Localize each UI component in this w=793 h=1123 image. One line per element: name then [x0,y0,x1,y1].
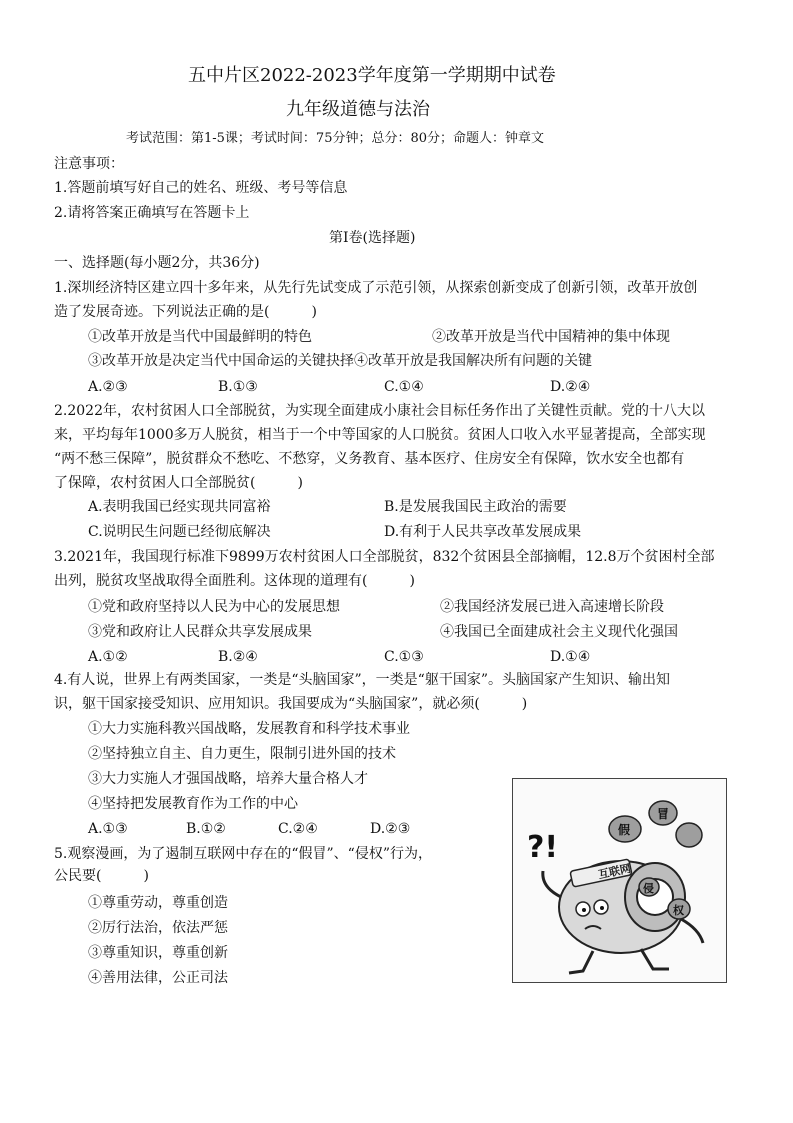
cartoon-illustration [512,778,727,983]
question-1-stem: 造了发展奇迹。下列说法正确的是( ) [54,304,317,320]
question-3-option-c[interactable]: C.①③ [384,649,424,665]
question-5-statement: ①尊重劳动，尊重创造 [88,895,228,911]
cartoon-exclamation: ?! [527,830,559,865]
question-2-stem: 2.2022年，农村贫困人口全部脱贫，为实现全面建成小康社会目标任务作出了关键性贡献。党的十八大以 [54,403,705,419]
note-item: 1.答题前填写好自己的姓名、班级、考号等信息 [54,180,348,196]
question-4-option-c[interactable]: C.②④ [278,821,318,837]
question-4-option-b[interactable]: B.①② [186,821,226,837]
question-3-statement: ④我国已全面建成社会主义现代化强国 [440,624,678,640]
section-title: 第Ⅰ卷(选择题) [329,230,416,246]
question-5-stem: 公民要( ) [54,868,149,884]
question-3-option-a[interactable]: A.①② [88,649,128,665]
question-4-option-a[interactable]: A.①③ [88,821,128,837]
question-4-option-d[interactable]: D.②③ [370,821,411,837]
question-2-option-b[interactable]: B.是发展我国民主政治的需要 [384,499,567,515]
question-1-option-c[interactable]: C.①④ [384,379,424,395]
question-3-statement: ③党和政府让人民群众共享发展成果 [88,624,312,640]
question-1-statement: ①改革开放是当代中国最鲜明的特色 [88,329,312,345]
question-4-statement: ②坚持独立自主、自力更生，限制引进外国的技术 [88,746,396,762]
question-4-statement: ④坚持把发展教育作为工作的中心 [88,796,298,812]
exam-title: 五中片区2022-2023学年度第一学期期中试卷 [188,65,556,86]
question-1-option-b[interactable]: B.①③ [218,379,258,395]
section-instruction: 一、选择题(每小题2分，共36分) [54,255,260,271]
question-2-stem: “两不愁三保障”，脱贫群众不愁吃、不愁穿，义务教育、基本医疗、住房安全有保障，饮水安全也都有 [54,451,685,467]
cartoon-label-counterfeit: 冒 [657,807,670,821]
question-1-statement: ③改革开放是决定当代中国命运的关键抉择④改革开放是我国解决所有问题的关键 [88,353,592,369]
question-2-option-d[interactable]: D.有利于人民共享改革发展成果 [384,524,582,540]
note-item: 2.请将答案正确填写在答题卡上 [54,205,250,221]
question-1-statement: ②改革开放是当代中国精神的集中体现 [432,329,670,345]
question-2-option-c[interactable]: C.说明民生问题已经彻底解决 [88,524,271,540]
question-5-statement: ④善用法律，公正司法 [88,970,228,986]
question-2-stem: 了保障，农村贫困人口全部脱贫( ) [54,475,303,491]
question-3-option-b[interactable]: B.②④ [218,649,258,665]
cartoon-label-infringe: 侵 [643,882,654,895]
question-3-option-d[interactable]: D.①④ [550,649,591,665]
cartoon-label-fake: 假 [618,823,631,837]
question-3-statement: ②我国经济发展已进入高速增长阶段 [440,599,664,615]
exam-subtitle: 九年级道德与法治 [286,99,430,120]
question-2-stem: 来，平均每年1000多万人脱贫，相当于一个中等国家的人口脱贫。贫困人口收入水平显著提高，全部实现 [54,427,706,443]
question-1-stem: 1.深圳经济特区建立四十多年来，从先行先试变成了示范引领，从探索创新变成了创新引领，改革开放创 [54,280,698,296]
exam-info: 考试范围：第1-5课；考试时间：75分钟；总分：80分；命题人：钟章文 [126,131,545,146]
question-5-stem: 5.观察漫画，为了遏制互联网中存在的“假冒”、“侵权”行为， [54,846,432,862]
question-4-statement: ③大力实施人才强国战略，培养大量合格人才 [88,771,368,787]
question-3-statement: ①党和政府坚持以人民为中心的发展思想 [88,599,340,615]
question-1-option-d[interactable]: D.②④ [550,379,591,395]
question-5-statement: ②厉行法治，依法严惩 [88,920,228,936]
notes-heading: 注意事项： [54,156,124,172]
question-4-statement: ①大力实施科教兴国战略，发展教育和科学技术事业 [88,721,410,737]
question-2-option-a[interactable]: A.表明我国已经实现共同富裕 [88,499,271,515]
question-4-stem: 4.有人说，世界上有两类国家，一类是“头脑国家”，一类是“躯干国家”。头脑国家产生知识、输出知 [54,672,670,688]
question-5-statement: ③尊重知识，尊重创新 [88,945,228,961]
cartoon-label-internet: 互联网 [597,862,633,882]
question-3-stem: 出列，脱贫攻坚战取得全面胜利。这体现的道理有( ) [54,573,415,589]
cartoon-drawing [513,779,726,982]
cartoon-label-right: 权 [673,904,684,917]
question-1-option-a[interactable]: A.②③ [88,379,128,395]
question-4-stem: 识，躯干国家接受知识、应用知识。我国要成为“头脑国家”，就必须( ) [54,696,528,712]
question-3-stem: 3.2021年，我国现行标准下9899万农村贫困人口全部脱贫，832个贫困县全部摘帽，12.8万个贫困村全部 [54,549,715,565]
